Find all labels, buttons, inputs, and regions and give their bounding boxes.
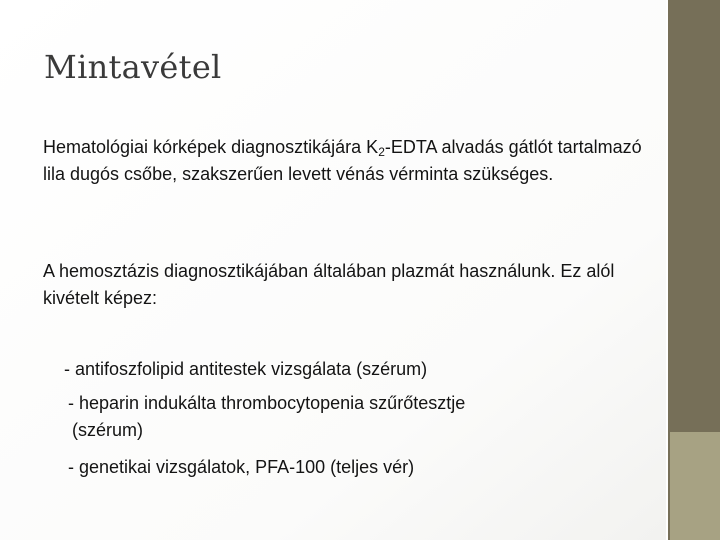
slide-title: Mintavétel bbox=[44, 48, 222, 86]
list-item-hit-screening: - heparin indukálta thrombocytopenia szűrőtesztje bbox=[68, 393, 466, 413]
decorative-side-bar-accent bbox=[670, 432, 720, 540]
paragraph1-text-end: -EDTA alvadás gátlót tartalmazó lila dugós csőbe, szakszerűen levett vénás vérminta szükséges. bbox=[43, 137, 642, 184]
paragraph-hemostasis-plasma: A hemosztázis diagnosztikájában általában plazmát használunk. Ez alól kivételt képez: bbox=[43, 261, 615, 308]
list-item-genetic-pfa: - genetikai vizsgálatok, PFA-100 (teljes vér) bbox=[68, 457, 415, 477]
potassium-subscript: 2 bbox=[378, 145, 385, 159]
paragraph-edta-requirement bbox=[43, 134, 653, 188]
list-item-hit-screening-continued: (szérum) bbox=[72, 420, 143, 440]
list-item-antiphospholipid: - antifoszfolipid antitestek vizsgálata (szérum) bbox=[64, 359, 428, 379]
paragraph1-text-start: Hematológiai kórképek diagnosztikájára K bbox=[43, 137, 379, 157]
